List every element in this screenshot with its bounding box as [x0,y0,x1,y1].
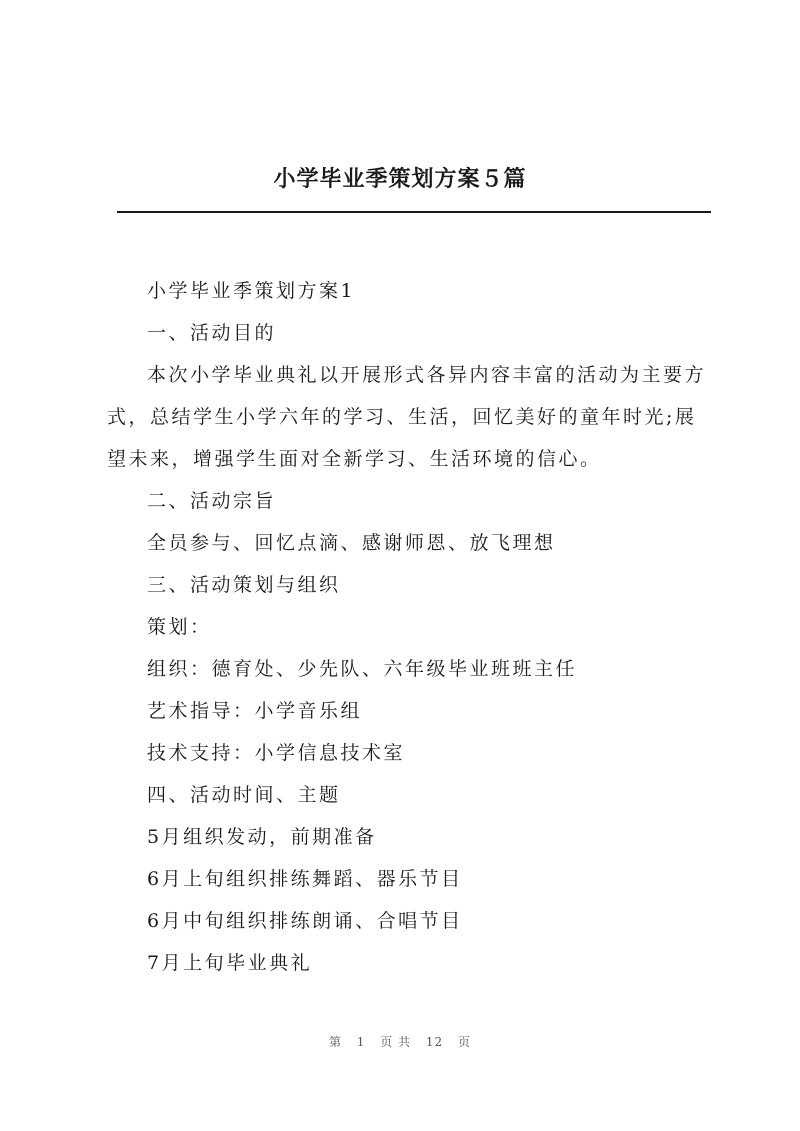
section-heading: 二、活动宗旨 [147,490,277,512]
footer-prefix: 第 [328,1035,342,1049]
body-paragraph: 技术支持：小学信息技术室 [147,742,406,764]
title-divider [117,211,711,213]
body-paragraph: 6月上旬组织排练舞蹈、器乐节目 [147,868,463,890]
body-paragraph: 艺术指导：小学音乐组 [147,700,363,722]
page-footer [0,1033,800,1050]
body-paragraph: 5月组织发动，前期准备 [147,826,377,848]
body-paragraph: 策划： [147,616,212,638]
section-heading: 小学毕业季策划方案1 [147,280,356,302]
body-paragraph: 全员参与、回忆点滴、感谢师恩、放飞理想 [147,532,556,554]
document-body [107,270,713,984]
section-heading: 三、活动策划与组织 [147,574,341,596]
footer-suffix: 页 [458,1035,472,1049]
body-paragraph: 7月上旬毕业典礼 [147,952,313,974]
body-paragraph: 本次小学毕业典礼以开展形式各异内容丰富的活动为主要方式，总结学生小学六年的学习、生活，回忆美好的童年时光;展望未来，增强学生面对全新学习、生活环境的信心。 [107,364,707,470]
section-heading: 一、活动目的 [147,322,277,344]
document-title: 小学毕业季策划方案５篇 [273,166,527,192]
page-total: 12 [425,1035,444,1049]
page-number: 1 [356,1035,366,1049]
footer-middle: 页 共 [380,1035,412,1049]
section-heading: 四、活动时间、主题 [147,784,341,806]
body-paragraph: 组织：德育处、少先队、六年级毕业班班主任 [147,658,578,680]
body-paragraph: 6月中旬组织排练朗诵、合唱节目 [147,910,463,932]
